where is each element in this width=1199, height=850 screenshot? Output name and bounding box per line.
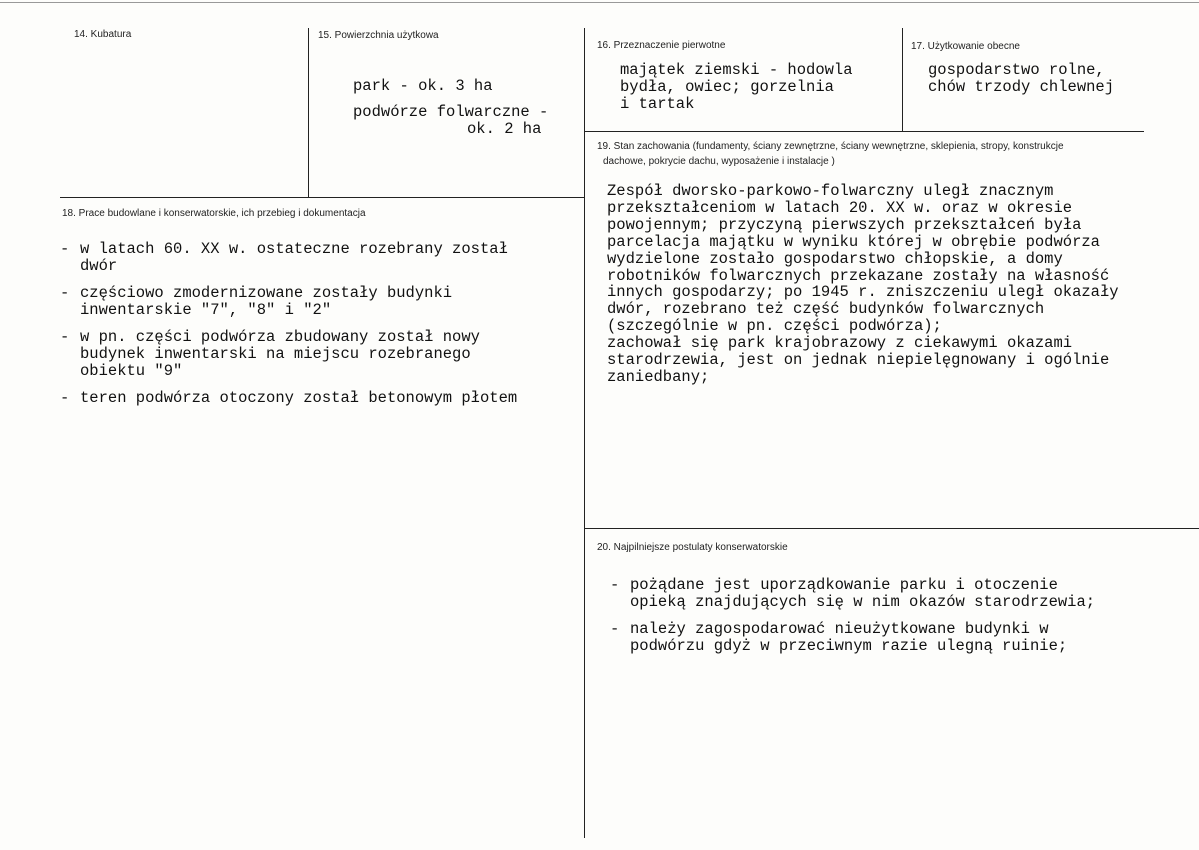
field-20-label: 20. Najpilniejsze postulaty konserwatorskie	[597, 542, 788, 553]
field-19-value: Zespół dworsko-parkowo-folwarczny uległ znacznym przekształceniom w latach 20. XX w. oraz w okresie powojennym; przyczyną pierwszych przekształceń była parcelacja majątku w wyniku której w obrębie podwórza wydzielone zostało gospodarstwo chłopskie, a domy robotników folwarcznych przekazane zostały na własność innych gospodarzy; po 1945 r. zniszczeniu uległ okazały dwór, rozebrano też część budynków folwarcznych (szczególnie w pn. części podwórza); zachował się park krajobrazowy z ciekawymi okazami starodrzewia, jest on jednak niepielęgnowany i ogólnie zaniedbany;	[607, 182, 1119, 386]
list-item: - w pn. części podwórza zbudowany został nowy budynek inwentarski na miejscu rozebranego obiektu "9"	[60, 329, 580, 380]
field-17-value: gospodarstwo rolne, chów trzody chlewnej	[928, 61, 1115, 96]
list-item: - pożądane jest uporządkowanie parku i otoczenie opieką znajdujących się w nim okazów starodrzewia;	[610, 577, 1190, 611]
field-16-value: majątek ziemski - hodowla bydła, owiec; gorzelnia i tartak	[620, 61, 853, 113]
list-item: - częściowo zmodernizowane zostały budynki inwentarskie "7", "8" i "2"	[60, 285, 580, 319]
list-item: - należy zagospodarować nieużytkowane budynki w podwórzu gdyż w przeciwnym razie ulegną ruinie;	[610, 621, 1190, 655]
list-item: - w latach 60. XX w. ostateczne rozebrany został dwór	[60, 241, 580, 275]
divider-v-16-17	[902, 28, 903, 132]
divider-v-main	[584, 28, 585, 838]
field-16-label: 16. Przeznaczenie pierwotne	[597, 40, 726, 51]
field-17-label: 17. Użytkowanie obecne	[911, 41, 1020, 52]
field-15-label: 15. Powierzchnia użytkowa	[318, 30, 439, 41]
field-15-line-1: park - ok. 3 ha	[353, 77, 493, 95]
divider-h-19-20	[584, 528, 1199, 529]
divider-v-15-left	[308, 28, 309, 198]
top-edge-line	[0, 2, 1199, 3]
divider-h-16-17-bottom	[584, 131, 1144, 132]
field-15-line-3: ok. 2 ha	[467, 120, 542, 138]
field-19-label-line-2: dachowe, pokrycie dachu, wyposażenie i instalacje )	[603, 156, 835, 167]
field-15-line-2: podwórze folwarczne -	[353, 103, 549, 121]
field-19-label: 19. Stan zachowania (fundamenty, ściany zewnętrzne, ściany wewnętrzne, sklepienia, stropy, konstrukcje	[597, 141, 1064, 152]
field-14-label: 14. Kubatura	[74, 29, 132, 40]
field-20-list	[610, 577, 1190, 665]
list-item: - teren podwórza otoczony został betonowym płotem	[60, 390, 580, 407]
field-18-list	[60, 241, 580, 417]
divider-h-left-section	[60, 197, 585, 198]
field-18-label: 18. Prace budowlane i konserwatorskie, ich przebieg i dokumentacja	[62, 208, 366, 219]
